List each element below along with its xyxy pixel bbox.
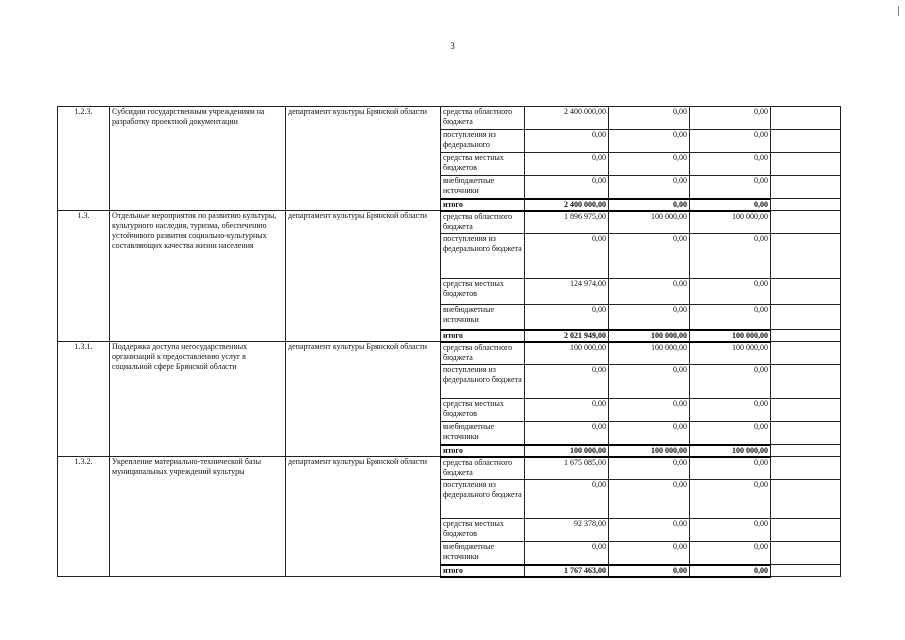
item-code: 1.3. [58, 211, 110, 342]
amount-year-1: 1 896 975,00 [525, 211, 609, 234]
item-name: Субсидии государственным учреждениям на разработку проектной документации [110, 107, 286, 211]
amount-year-3: 100 000,00 [690, 445, 771, 457]
table-row [58, 211, 841, 234]
empty-cell [771, 422, 841, 445]
item-department: департамент культуры Брянской области [286, 211, 441, 342]
amount-year-1: 0,00 [525, 130, 609, 153]
empty-cell [771, 399, 841, 422]
amount-year-2: 100 000,00 [609, 330, 690, 342]
amount-year-3: 0,00 [690, 130, 771, 153]
amount-year-3: 0,00 [690, 279, 771, 305]
table-row [58, 457, 841, 480]
total-label: итого [441, 330, 525, 342]
amount-year-2: 0,00 [609, 305, 690, 330]
item-code: 1.2.3. [58, 107, 110, 211]
funding-source: средства местных бюджетов [441, 279, 525, 305]
amount-year-2: 0,00 [609, 130, 690, 153]
amount-year-2: 0,00 [609, 107, 690, 130]
amount-year-1: 100 000,00 [525, 445, 609, 457]
amount-year-3: 0,00 [690, 176, 771, 199]
amount-year-1: 2 400 000,00 [525, 199, 609, 211]
table-row [58, 107, 841, 130]
item-name: Укрепление материально-технической базы муниципальных учреждений культуры [110, 457, 286, 577]
item-department: департамент культуры Брянской области [286, 107, 441, 211]
amount-year-2: 0,00 [609, 365, 690, 399]
amount-year-2: 0,00 [609, 279, 690, 305]
empty-cell [771, 130, 841, 153]
amount-year-2: 0,00 [609, 457, 690, 480]
amount-year-2: 100 000,00 [609, 342, 690, 365]
amount-year-1: 92 378,00 [525, 519, 609, 542]
amount-year-3: 0,00 [690, 153, 771, 176]
empty-cell [771, 480, 841, 519]
funding-source: поступления из федерального бюджета [441, 480, 525, 519]
amount-year-2: 0,00 [609, 399, 690, 422]
item-department: департамент культуры Брянской области [286, 457, 441, 577]
funding-source: поступления из федерального [441, 130, 525, 153]
page-number: 3 [450, 41, 455, 51]
funding-source: средства местных бюджетов [441, 519, 525, 542]
amount-year-1: 0,00 [525, 480, 609, 519]
amount-year-1: 0,00 [525, 542, 609, 565]
funding-source: средства областного бюджета [441, 342, 525, 365]
amount-year-3: 0,00 [690, 519, 771, 542]
amount-year-3: 0,00 [690, 365, 771, 399]
amount-year-3: 0,00 [690, 565, 771, 577]
amount-year-3: 100 000,00 [690, 211, 771, 234]
item-code: 1.3.1. [58, 342, 110, 457]
amount-year-3: 0,00 [690, 399, 771, 422]
amount-year-2: 0,00 [609, 153, 690, 176]
funding-source: средства областного бюджета [441, 107, 525, 130]
amount-year-2: 0,00 [609, 565, 690, 577]
funding-source: внебюджетные источники [441, 305, 525, 330]
amount-year-3: 100 000,00 [690, 342, 771, 365]
amount-year-2: 100 000,00 [609, 445, 690, 457]
empty-cell [771, 107, 841, 130]
empty-cell [771, 342, 841, 365]
funding-source: средства местных бюджетов [441, 399, 525, 422]
empty-cell [771, 176, 841, 199]
empty-cell [771, 519, 841, 542]
item-department: департамент культуры Брянской области [286, 342, 441, 457]
amount-year-3: 0,00 [690, 107, 771, 130]
funding-source: поступления из федерального бюджета [441, 365, 525, 399]
total-label: итого [441, 565, 525, 577]
amount-year-2: 0,00 [609, 199, 690, 211]
amount-year-3: 0,00 [690, 305, 771, 330]
empty-cell [771, 234, 841, 279]
amount-year-3: 0,00 [690, 457, 771, 480]
funding-source: внебюджетные источники [441, 176, 525, 199]
funding-source: поступления из федерального бюджета [441, 234, 525, 279]
total-label: итого [441, 199, 525, 211]
amount-year-3: 0,00 [690, 542, 771, 565]
scan-edge-mark [898, 6, 899, 16]
empty-cell [771, 365, 841, 399]
amount-year-2: 0,00 [609, 480, 690, 519]
total-label: итого [441, 445, 525, 457]
funding-source: средства местных бюджетов [441, 153, 525, 176]
item-name: Отдельные мероприятия по развитию культуры, культурного наследия, туризма, обеспечению устойчивого развития социально-культурных составляющих качества жизни населения [110, 211, 286, 342]
amount-year-3: 0,00 [690, 480, 771, 519]
empty-cell [771, 211, 841, 234]
item-code: 1.3.2. [58, 457, 110, 577]
amount-year-2: 0,00 [609, 542, 690, 565]
amount-year-1: 0,00 [525, 176, 609, 199]
amount-year-1: 0,00 [525, 305, 609, 330]
empty-cell [771, 565, 841, 577]
amount-year-1: 100 000,00 [525, 342, 609, 365]
empty-cell [771, 279, 841, 305]
amount-year-2: 0,00 [609, 422, 690, 445]
amount-year-1: 0,00 [525, 422, 609, 445]
amount-year-1: 0,00 [525, 234, 609, 279]
amount-year-2: 0,00 [609, 234, 690, 279]
empty-cell [771, 153, 841, 176]
amount-year-2: 0,00 [609, 519, 690, 542]
amount-year-1: 0,00 [525, 399, 609, 422]
amount-year-1: 1 767 463,00 [525, 565, 609, 577]
empty-cell [771, 330, 841, 342]
amount-year-1: 1 675 085,00 [525, 457, 609, 480]
amount-year-3: 0,00 [690, 199, 771, 211]
amount-year-2: 0,00 [609, 176, 690, 199]
empty-cell [771, 445, 841, 457]
empty-cell [771, 199, 841, 211]
amount-year-3: 0,00 [690, 422, 771, 445]
amount-year-1: 2 400 000,00 [525, 107, 609, 130]
funding-source: внебюджетные источники [441, 422, 525, 445]
amount-year-1: 0,00 [525, 153, 609, 176]
funding-source: внебюджетные источники [441, 542, 525, 565]
amount-year-3: 100 000,00 [690, 330, 771, 342]
budget-table-body [58, 107, 841, 577]
table-row [58, 342, 841, 365]
amount-year-2: 100 000,00 [609, 211, 690, 234]
item-name: Поддержка доступа негосударственных организаций к предоставлению услуг в социальной сфере Брянской области [110, 342, 286, 457]
budget-table [57, 106, 841, 578]
amount-year-3: 0,00 [690, 234, 771, 279]
empty-cell [771, 305, 841, 330]
funding-source: средства областного бюджета [441, 211, 525, 234]
empty-cell [771, 542, 841, 565]
amount-year-1: 0,00 [525, 365, 609, 399]
amount-year-1: 2 021 949,00 [525, 330, 609, 342]
funding-source: средства областного бюджета [441, 457, 525, 480]
amount-year-1: 124 974,00 [525, 279, 609, 305]
empty-cell [771, 457, 841, 480]
